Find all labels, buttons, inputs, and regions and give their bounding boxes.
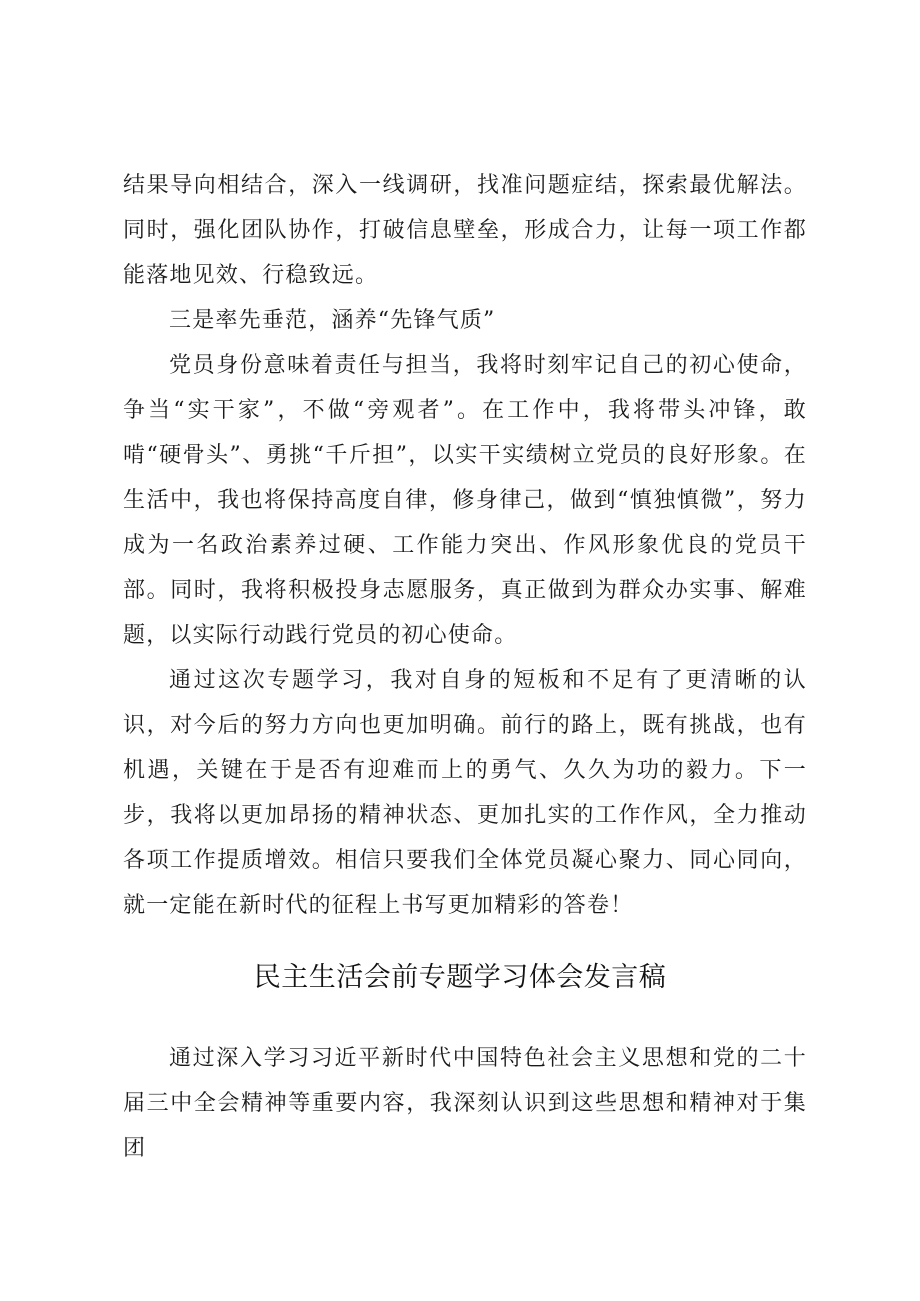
paragraph-continued: 结果导向相结合，深入一线调研，找准问题症结，探索最优解法。同时，强化团队协作，打破信息壁垒，形成合力，让每一项工作都能落地见效、行稳致远。 bbox=[123, 173, 807, 288]
paragraph-conclusion: 通过这次专题学习，我对自身的短板和不足有了更清晰的认识，对今后的努力方向也更加明确。前行的路上，既有挑战，也有机遇，关键在于是否有迎难而上的勇气、久久为功的毅力。下一步，我将以更加昂扬的精神状态、更加扎实的工作作风，全力推动各项工作提质增效。相信只要我们全体党员凝心聚力、同心同向，就一定能在新时代的征程上书写更加精彩的答卷！ bbox=[123, 668, 807, 918]
paragraph-party-member-responsibility: 党员身份意味着责任与担当，我将时刻牢记自己的初心使命，争当“实干家”，不做“旁观者”。在工作中，我将带头冲锋，敢啃“硬骨头”、勇挑“千斤担”，以实干实绩树立党员的良好形象。在生活中，我也将保持高度自律，修身律己，做到“慎独慎微”，努力成为一名政治素养过硬、工作能力突出、作风形象优良的党员干部。同时，我将积极投身志愿服务，真正做到为群众办实事、解难题，以实际行动践行党员的初心使命。 bbox=[123, 353, 807, 648]
paragraph-intro: 通过深入学习习近平新时代中国特色社会主义思想和党的二十届三中全会精神等重要内容，我深刻认识到这些思想和精神对于集团 bbox=[123, 1046, 807, 1161]
document-body-section-2 bbox=[123, 1036, 807, 1171]
document-title: 民主生活会前专题学习体会发言稿 bbox=[253, 962, 667, 993]
document-body-section-1 bbox=[123, 163, 807, 928]
heading-three-lead-by-example: 三是率先垂范，涵养“先锋气质” bbox=[169, 308, 496, 333]
